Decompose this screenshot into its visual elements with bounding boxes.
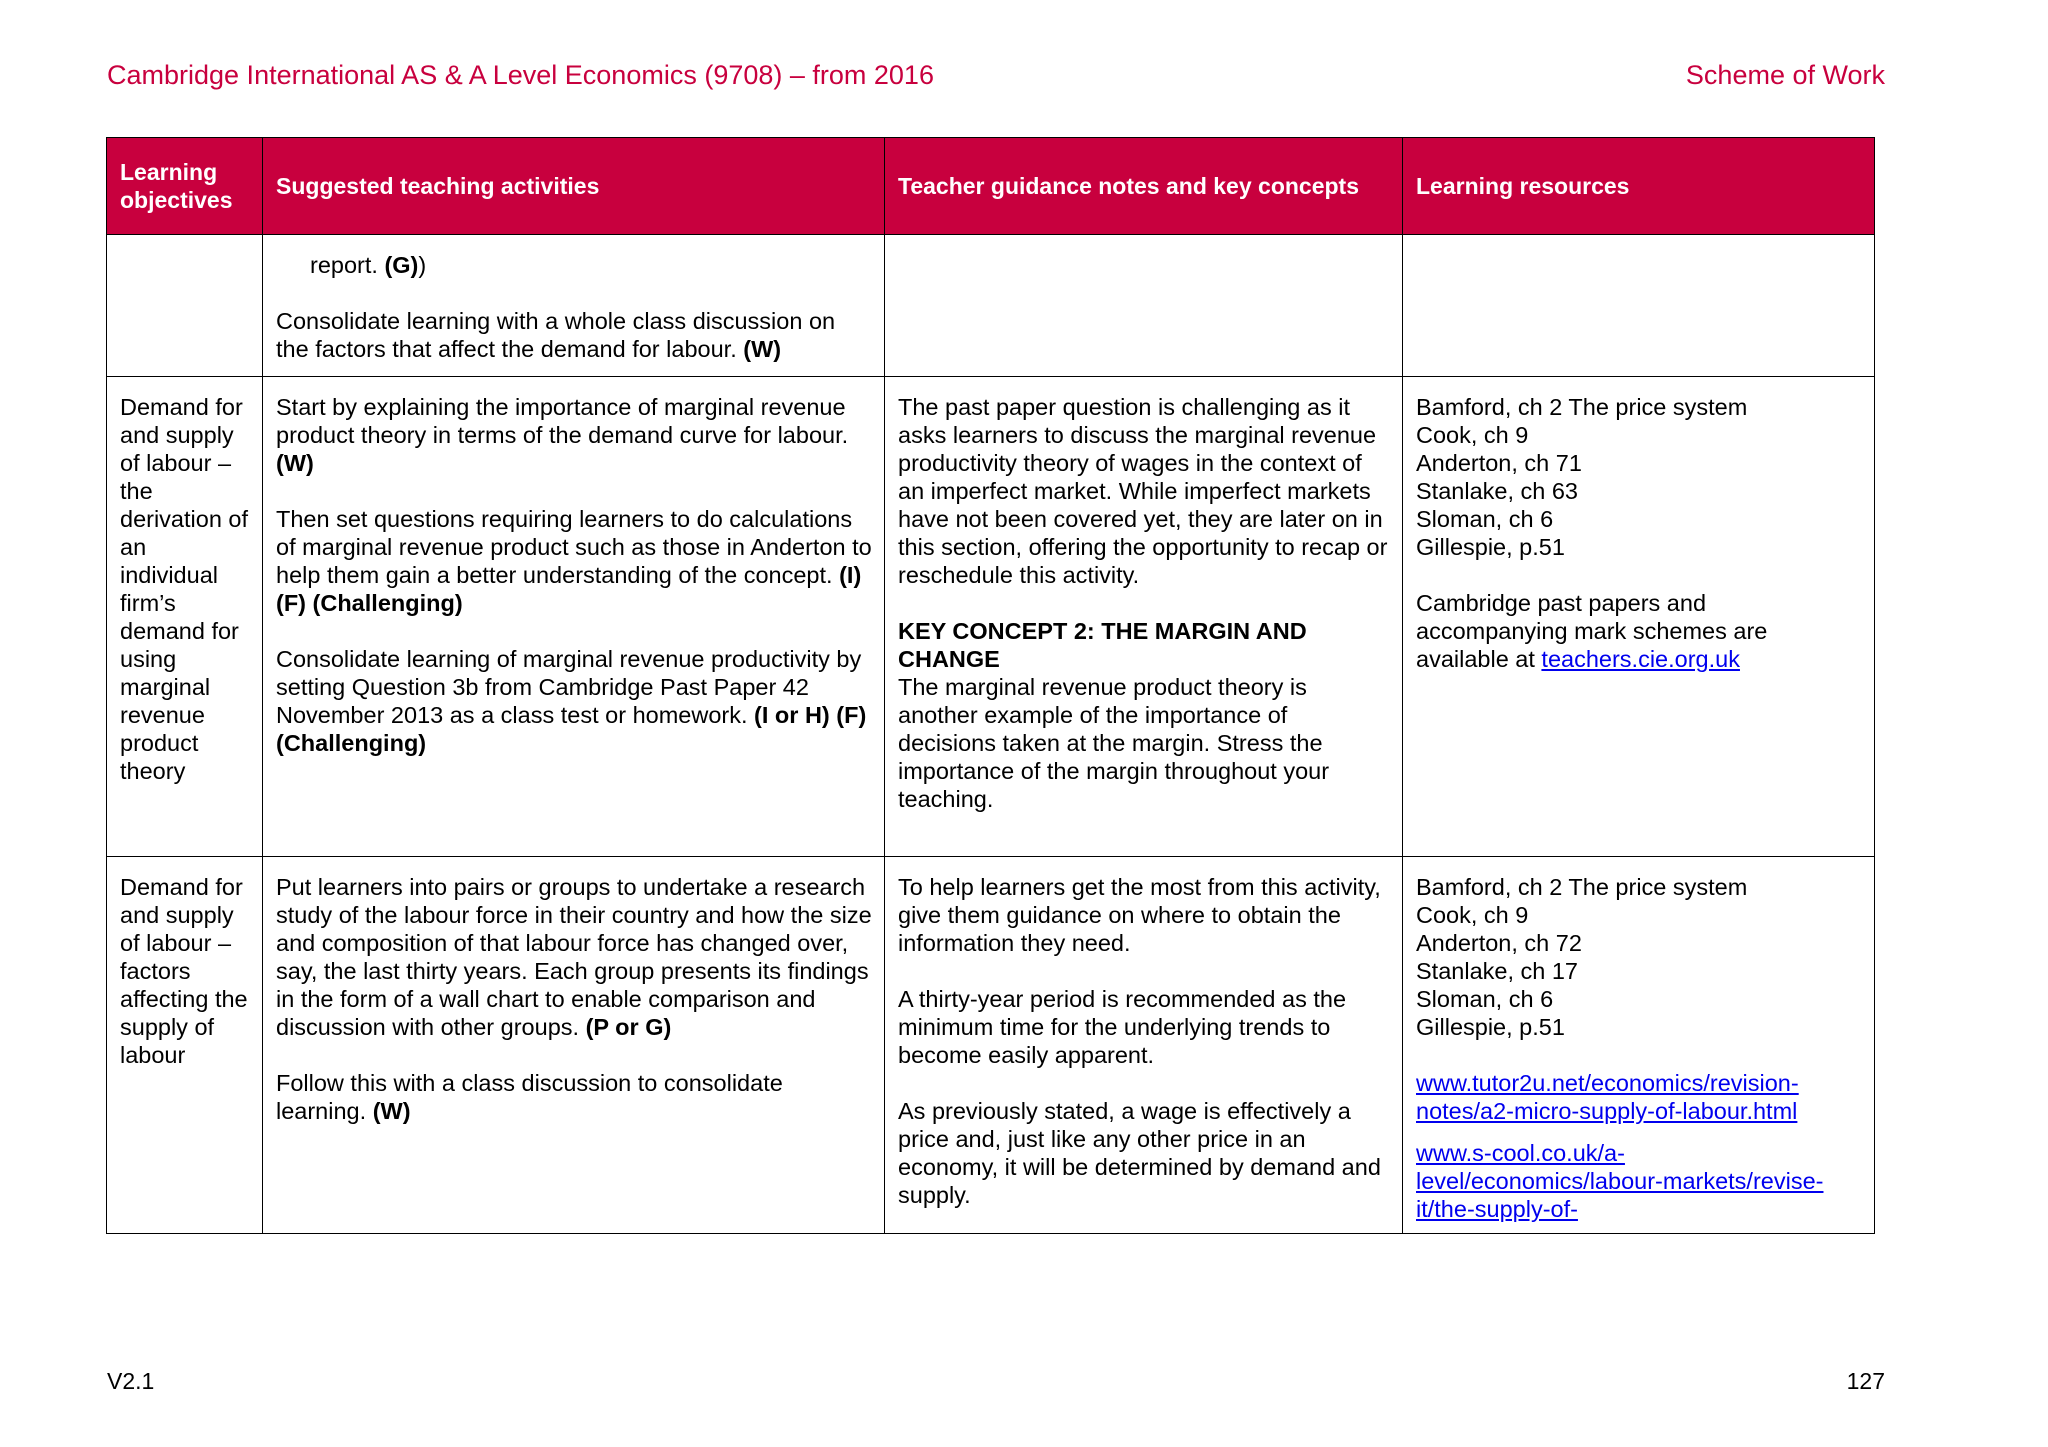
resources-cell [1403,377,1875,857]
grouping-code: (I) (F) (Challenging) [276,562,862,616]
grouping-code: (I or H) (F) (Challenging) [276,702,867,756]
table-row [107,857,1875,1234]
activity-paragraph: Put learners into pairs or groups to undertake a research study of the labour force in their country and how the size and composition of that labour force has changed over, say, the last thirty years. Each group presents its findings in the form of a wall chart to enable comparison and discussion with other groups. (P or G) [276,874,872,1040]
resource-item: Sloman, ch 6 [1416,986,1554,1012]
resource-paragraph [1416,1069,1862,1125]
guidance-paragraph: A thirty-year period is recommended as the minimum time for the underlying trends to become easily apparent. [898,986,1347,1068]
activities-cell [263,235,885,377]
resource-item: Cook, ch 9 [1416,422,1529,448]
grouping-code: (W) [276,450,314,476]
resource-paragraph: Cambridge past papers and accompanying mark schemes are available at teachers.cie.org.uk [1416,590,1768,672]
page-number: 127 [1846,1368,1885,1394]
activity-paragraph: Follow this with a class discussion to consolidate learning. (W) [276,1070,783,1124]
activity-paragraph: report. (G)) [310,252,427,278]
column-header-activities: Suggested teaching activities [263,138,885,235]
activity-paragraph: Then set questions requiring learners to do calculations of marginal revenue product such as those in Anderton to help them gain a better understanding of the concept. (I) (F) (Challenging) [276,506,872,616]
resource-item: Sloman, ch 6 [1416,506,1554,532]
activities-cell [263,377,885,857]
column-header-guidance: Teacher guidance notes and key concepts [885,138,1403,235]
resource-item: Cook, ch 9 [1416,902,1529,928]
guidance-paragraph: To help learners get the most from this activity, give them guidance on where to obtain the information they need. [898,874,1381,956]
tutor2u-link[interactable]: www.tutor2u.net/economics/revision-notes/a2-micro-supply-of-labour.html [1416,1070,1799,1124]
guidance-cell [885,857,1403,1234]
table-header-row [107,138,1875,235]
version-label: V2.1 [107,1368,155,1394]
resource-item: Bamford, ch 2 The price system [1416,874,1748,900]
resources-cell [1403,857,1875,1234]
table-row [107,235,1875,377]
document-title: Cambridge International AS & A Level Economics (9708) – from 2016 [107,60,934,90]
guidance-paragraph: The past paper question is challenging as it asks learners to discuss the marginal revenue productivity theory of wages in the context of an imperfect market. While imperfect markets have not been covered yet, they are later on in this section, offering the opportunity to recap or reschedule this activity. [898,394,1388,588]
resource-item: Gillespie, p.51 [1416,534,1565,560]
activity-paragraph: Consolidate learning of marginal revenue productivity by setting Question 3b from Cambridge Past Paper 42 November 2013 as a class test or homework. (I or H) (F) (Challenging) [276,646,867,756]
resource-list [1416,393,1862,561]
resource-item: Stanlake, ch 63 [1416,478,1578,504]
key-concept-heading: KEY CONCEPT 2: THE MARGIN AND CHANGE [898,618,1307,672]
resource-list [1416,873,1862,1041]
table-row [107,377,1875,857]
s-cool-link[interactable]: www.s-cool.co.uk/a-level/economics/labour-markets/revise-it/the-supply-of- [1416,1140,1824,1222]
section-title: Scheme of Work [1685,60,1885,90]
objective-cell: Demand for and supply of labour – factors affecting the supply of labour [107,857,263,1234]
resource-item: Bamford, ch 2 The price system [1416,394,1748,420]
resources-cell [1403,235,1875,377]
objective-cell: Demand for and supply of labour – the derivation of an individual firm’s demand for using marginal revenue product theory [107,377,263,857]
column-header-objectives: Learning objectives [107,138,263,235]
resource-item: Stanlake, ch 17 [1416,958,1578,984]
activity-paragraph: Start by explaining the importance of marginal revenue product theory in terms of the demand curve for labour. (W) [276,394,849,476]
grouping-code: (P or G) [585,1014,672,1040]
guidance-paragraph: The marginal revenue product theory is another example of the importance of decisions taken at the margin. Stress the importance of the margin throughout your teaching. [898,674,1330,812]
activity-paragraph: Consolidate learning with a whole class discussion on the factors that affect the demand for labour. (W) [276,308,836,362]
column-header-resources: Learning resources [1403,138,1875,235]
resource-item: Anderton, ch 72 [1416,930,1582,956]
objective-cell [107,235,263,377]
guidance-cell [885,235,1403,377]
resource-item: Anderton, ch 71 [1416,450,1582,476]
guidance-paragraph: As previously stated, a wage is effectively a price and, just like any other price in an economy, it will be determined by demand and supply. [898,1098,1381,1208]
scheme-of-work-table [106,137,1875,1234]
guidance-cell [885,377,1403,857]
activities-cell [263,857,885,1234]
grouping-code: (W) [743,336,782,362]
grouping-code: (W) [372,1098,411,1124]
grouping-code: (G) [384,252,419,278]
teachers-cie-link[interactable]: teachers.cie.org.uk [1541,646,1740,672]
resource-item: Gillespie, p.51 [1416,1014,1565,1040]
resource-paragraph [1416,1139,1862,1223]
